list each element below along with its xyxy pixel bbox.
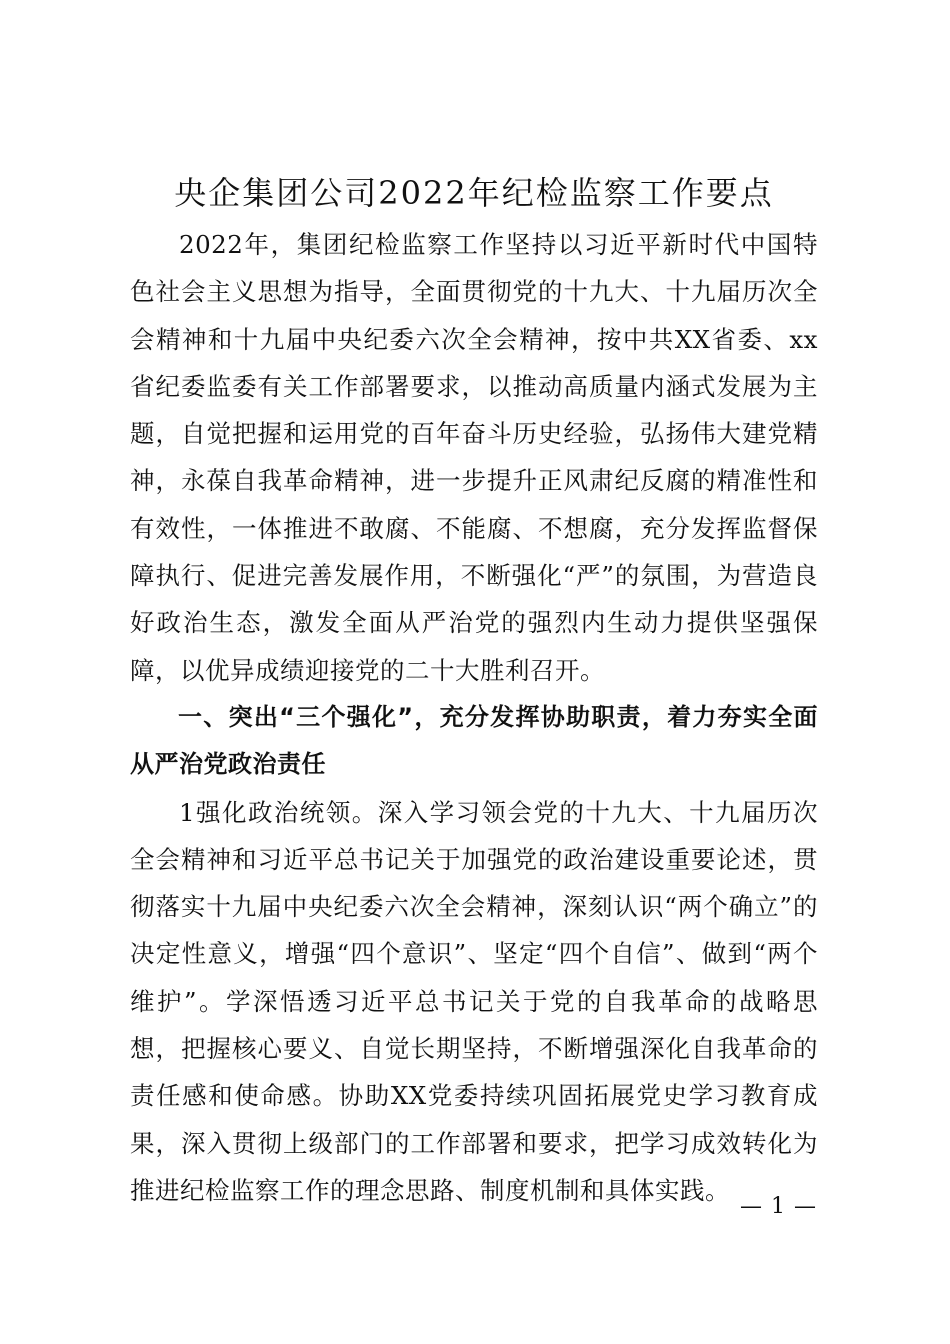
section-1-paragraph-1: 1强化政治统领。深入学习领会党的十九大、十九届历次全会精神和习近平总书记关于加强党的政治建设重要论述，贯彻落实十九届中央纪委六次全会精神，深刻认识“两个确立”的决定性意义，增强“四个意识”、坚定“四个自信”、做到“两个维护”。学深悟透习近平总书记关于党的自我革命的战略思想，把握核心要义、自觉长期坚持，不断增强深化自我革命的责任感和使命感。协助XX党委持续巩固拓展党史学习教育成果，深入贯彻上级部门的工作部署和要求，把学习成效转化为推进纪检监察工作的理念思路、制度机制和具体实践。 [130, 797, 818, 1205]
document-body [130, 165, 818, 1214]
intro-paragraph: 2022年，集团纪检监察工作坚持以习近平新时代中国特色社会主义思想为指导，全面贯彻党的十九大、十九届历次全会精神和十九届中央纪委六次全会精神，按中共XX省委、xx省纪委监委有关工作部署要求，以推动高质量内涵式发展为主题，自觉把握和运用党的百年奋斗历史经验，弘扬伟大建党精神，永葆自我革命精神，进一步提升正风肃纪反腐的精准性和有效性，一体推进不敢腐、不能腐、不想腐，充分发挥监督保障执行、促进完善发展作用，不断强化“严”的氛围，为营造良好政治生态，激发全面从严治党的强烈内生动力提供坚强保障，以优异成绩迎接党的二十大胜利召开。 [130, 230, 818, 685]
section-1-heading: 一、突出“三个强化”，充分发挥协助职责，着力夯实全面从严治党政治责任 [130, 702, 818, 779]
page-number: — 1 — [740, 1194, 817, 1219]
document-title: 央企集团公司2022年纪检监察工作要点 [174, 174, 774, 212]
